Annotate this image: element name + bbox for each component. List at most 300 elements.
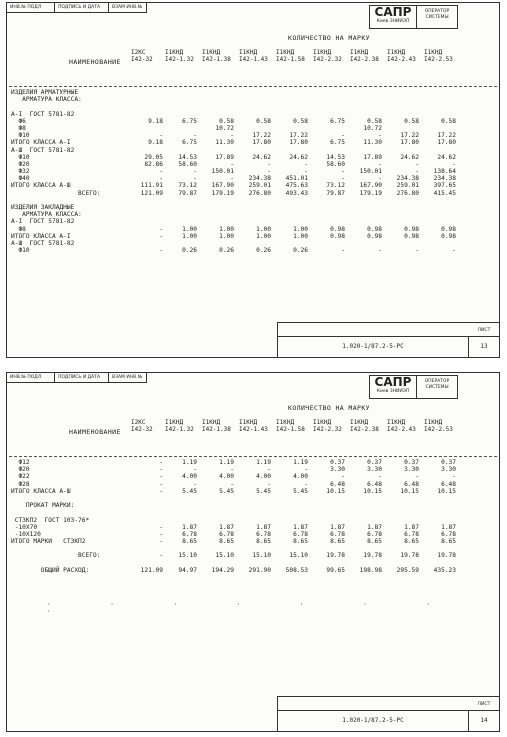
column-header: I1КНД I42-1.32 xyxy=(165,49,194,63)
cell-value: 10.15 xyxy=(400,487,419,495)
cell-value: 0.98 xyxy=(367,232,382,240)
cell-value: 1.00 xyxy=(219,225,234,233)
table-row xyxy=(9,132,497,139)
row-label: Ф32 xyxy=(11,168,30,176)
cell-value: - xyxy=(230,466,234,474)
cell-value: 0.58 xyxy=(293,117,308,125)
logo-title: САПР xyxy=(374,375,412,389)
cell-value: 5.45 xyxy=(293,487,308,495)
cell-value: 79.87 xyxy=(326,189,345,197)
table-row xyxy=(9,103,497,110)
cell-value: 167.90 xyxy=(211,182,234,190)
cell-value: 121.09 xyxy=(140,189,163,197)
table-row xyxy=(9,182,497,189)
table-row xyxy=(9,118,497,125)
cell-value: - xyxy=(378,160,382,168)
table-row xyxy=(9,154,497,161)
cell-value: 6.78 xyxy=(330,530,345,538)
cell-value: - xyxy=(159,530,163,538)
cell-value: 121.09 xyxy=(140,566,163,574)
cell-value: 17.80 xyxy=(437,139,456,147)
cell-value: - xyxy=(230,175,234,183)
cell-value: 1.00 xyxy=(219,232,234,240)
cell-value: 8.65 xyxy=(293,538,308,546)
cell-value: 0.37 xyxy=(367,459,382,466)
logo-op1: ОПЕРАТОР xyxy=(424,9,450,14)
column-header: I1КНД I42-1.58 xyxy=(276,419,305,433)
cell-value: 6.75 xyxy=(330,139,345,147)
cell-value: 8.65 xyxy=(441,538,456,546)
cell-value: - xyxy=(341,473,345,481)
cell-value: 73.12 xyxy=(178,182,197,190)
cell-value: 138.64 xyxy=(433,168,456,176)
table-row xyxy=(9,139,497,146)
cell-value: 0.98 xyxy=(404,225,419,233)
cell-value: 9.18 xyxy=(148,139,163,147)
table-row xyxy=(9,226,497,233)
qty-title: КОЛИЧЕСТВО НА МАРКУ xyxy=(288,34,370,42)
column-header: I1КНД I42-2.53 xyxy=(424,419,453,433)
cell-value: - xyxy=(159,175,163,183)
cell-value: - xyxy=(341,175,345,183)
row-label: А-I ГОСТ 5781-82 xyxy=(11,218,75,226)
cell-value: 19.78 xyxy=(363,552,382,560)
row-label: Ф20 xyxy=(11,466,30,474)
table-row xyxy=(9,218,497,225)
cell-value: 295.59 xyxy=(396,566,419,574)
cell-value: 451.01 xyxy=(285,175,308,183)
row-label: Ф22 xyxy=(11,473,30,481)
cell-value: 1.00 xyxy=(182,232,197,240)
table-row xyxy=(9,481,497,488)
cell-value: - xyxy=(452,473,456,481)
cell-value: 3.30 xyxy=(330,466,345,474)
cell-value: 17.80 xyxy=(289,139,308,147)
row-label: АРМАТУРА КЛАССА: xyxy=(11,211,82,219)
row-label: ИЗДЕЛИЯ АРМАТУРНЫЕ xyxy=(11,89,79,96)
stamp-vzam: ВЗАМ ИНВ.№ xyxy=(109,3,147,13)
row-label: Ф10 xyxy=(11,132,30,140)
cell-value: 6.78 xyxy=(219,530,234,538)
cell-value: 0.26 xyxy=(293,247,308,255)
cell-value: 1.87 xyxy=(182,523,197,531)
cell-value: 58.60 xyxy=(326,160,345,168)
cell-value: 6.78 xyxy=(182,530,197,538)
cell-value: - xyxy=(193,168,197,176)
cell-value: 17.80 xyxy=(252,139,271,147)
cell-value: - xyxy=(159,459,163,466)
cell-value: 17.80 xyxy=(400,139,419,147)
cell-value: - xyxy=(304,160,308,168)
cell-value: - xyxy=(267,480,271,488)
row-label: СТЗКП2 ГОСТ 103-76* xyxy=(11,516,90,524)
table-row xyxy=(9,96,497,103)
cell-value: 29.05 xyxy=(144,153,163,161)
row-label: ВСЕГО: xyxy=(11,552,101,560)
cell-value: - xyxy=(159,247,163,255)
column-header: I1КНД I42-1.38 xyxy=(202,49,231,63)
table-row xyxy=(9,89,497,96)
name-header: НАИМЕНОВАНИЕ xyxy=(69,58,121,66)
cell-value: 179.19 xyxy=(359,189,382,197)
cell-value: 1.87 xyxy=(293,523,308,531)
doc-code: 1.020-1/87.2-5-РС xyxy=(278,336,469,357)
cell-value: 3.30 xyxy=(367,466,382,474)
cell-value: - xyxy=(159,480,163,488)
cell-value: 1.19 xyxy=(256,459,271,466)
stamp-inv: ИНВ.№ ПОДЛ xyxy=(7,373,55,383)
cell-value: 0.26 xyxy=(219,247,234,255)
logo-op2: СИСТЕМЫ xyxy=(425,385,449,390)
cell-value: 1.87 xyxy=(441,523,456,531)
cell-value: 0.26 xyxy=(256,247,271,255)
row-label: Ф20 xyxy=(11,160,30,168)
column-header: I1КНД I42-2.32 xyxy=(313,419,342,433)
cell-value: - xyxy=(159,168,163,176)
cell-value: 15.10 xyxy=(178,552,197,560)
cell-value: 415.45 xyxy=(433,189,456,197)
sheet-label: ЛИСТ xyxy=(469,700,499,711)
cell-value: 6.75 xyxy=(330,117,345,125)
cell-value: - xyxy=(341,168,345,176)
cell-value: - xyxy=(193,175,197,183)
column-header: I1КНД I42-1.43 xyxy=(239,49,268,63)
row-label: ОБЩИЙ РАСХОД: xyxy=(11,566,90,574)
table-row xyxy=(9,240,497,247)
row-label: ПРОКАТ МАРКИ: xyxy=(11,502,75,510)
cell-value: - xyxy=(304,168,308,176)
cell-value: 6.75 xyxy=(182,117,197,125)
stamp-bar xyxy=(7,3,147,13)
cell-value: 99.65 xyxy=(326,566,345,574)
cell-value: 0.26 xyxy=(182,247,197,255)
cell-value: 1.19 xyxy=(182,459,197,466)
sheet-label: ЛИСТ xyxy=(469,326,499,337)
cell-value: 0.98 xyxy=(441,225,456,233)
cell-value: 0.98 xyxy=(367,225,382,233)
cell-value: 1.00 xyxy=(293,232,308,240)
table-row xyxy=(9,473,497,480)
column-header: I1КНД I42-2.38 xyxy=(350,49,379,63)
row-label: Ф8 xyxy=(11,225,26,233)
cell-value: 259.01 xyxy=(248,182,271,190)
cell-value: 6.78 xyxy=(441,530,456,538)
cell-value: 10.72 xyxy=(363,124,382,132)
table-header xyxy=(9,403,497,457)
cell-value: 4.00 xyxy=(293,473,308,481)
cell-value: 10.72 xyxy=(215,124,234,132)
column-header: I1КНД I42-1.32 xyxy=(165,419,194,433)
stamp-vzam: ВЗАМ ИНВ.№ xyxy=(109,373,147,383)
table-row xyxy=(9,567,497,574)
cell-value: 17.89 xyxy=(363,153,382,161)
cell-value: - xyxy=(304,466,308,474)
cell-value: 1.00 xyxy=(182,225,197,233)
cell-value: - xyxy=(452,160,456,168)
cell-value: 0.98 xyxy=(330,232,345,240)
cell-value: 9.18 xyxy=(148,117,163,125)
cell-value: 111.91 xyxy=(140,182,163,190)
table-row xyxy=(9,168,497,175)
cell-value: 1.19 xyxy=(219,459,234,466)
cell-value: 1.19 xyxy=(293,459,308,466)
cell-value: - xyxy=(267,160,271,168)
cell-value: 10.15 xyxy=(437,487,456,495)
cell-value: 6.48 xyxy=(330,480,345,488)
row-label: Ф40 xyxy=(11,175,30,183)
row-label: ИТОГО КЛАССА А-Ш xyxy=(11,487,71,495)
logo-op1: ОПЕРАТОР xyxy=(424,379,450,384)
cell-value: - xyxy=(415,247,419,255)
logo-sub: Киев ЗНИИЭП xyxy=(376,389,410,394)
cell-value: - xyxy=(378,247,382,255)
cell-value: 8.65 xyxy=(219,538,234,546)
cell-value: 234.38 xyxy=(396,175,419,183)
cell-value: 0.58 xyxy=(441,117,456,125)
table-row xyxy=(9,488,497,495)
cell-value: 1.87 xyxy=(367,523,382,531)
cell-value: 179.19 xyxy=(211,189,234,197)
table-row xyxy=(9,111,497,118)
row-label: А-I ГОСТ 5781-82 xyxy=(11,110,75,118)
sheet-13 xyxy=(6,2,500,358)
cell-value: - xyxy=(378,473,382,481)
sapr-logo xyxy=(369,5,458,29)
column-header: I1КНД I42-2.38 xyxy=(350,419,379,433)
cell-value: 291.90 xyxy=(248,566,271,574)
column-header: I1КНД I42-1.43 xyxy=(239,419,268,433)
row-label: ИТОГО МАРКИ СТЗКП2 xyxy=(11,538,86,546)
cell-value: 4.00 xyxy=(219,473,234,481)
title-block xyxy=(277,322,499,357)
cell-value: 10.15 xyxy=(363,487,382,495)
cell-value: - xyxy=(230,480,234,488)
cell-value: 15.10 xyxy=(215,552,234,560)
row-label: ИТОГО КЛАССА А-I xyxy=(11,139,71,147)
cell-value: 6.78 xyxy=(367,530,382,538)
column-header: I1КНД I42-2.32 xyxy=(313,49,342,63)
stamp-bar xyxy=(7,373,147,383)
cell-value: 198.98 xyxy=(359,566,382,574)
cell-value: - xyxy=(415,473,419,481)
cell-value: 6.48 xyxy=(367,480,382,488)
cell-value: 8.65 xyxy=(256,538,271,546)
table-row xyxy=(9,204,497,211)
cell-value: 1.87 xyxy=(256,523,271,531)
cell-value: - xyxy=(378,175,382,183)
cell-value: 4.00 xyxy=(256,473,271,481)
cell-value: - xyxy=(159,132,163,140)
cell-value: 10.15 xyxy=(326,487,345,495)
row-label: АРМАТУРА КЛАССА: xyxy=(11,96,82,104)
qty-title: КОЛИЧЕСТВО НА МАРКУ xyxy=(288,404,370,412)
table-row xyxy=(9,211,497,218)
cell-value: 1.00 xyxy=(256,232,271,240)
cell-value: 167.90 xyxy=(359,182,382,190)
cell-value: - xyxy=(378,132,382,140)
stamp-inv: ИНВ.№ ПОДЛ xyxy=(7,3,55,13)
table-row xyxy=(9,509,497,516)
cell-value: - xyxy=(230,160,234,168)
table-row xyxy=(9,147,497,154)
table-row xyxy=(9,545,497,552)
cell-value: - xyxy=(415,168,419,176)
table-body xyxy=(9,459,497,574)
stamp-sign: ПОДПИСЬ И ДАТА xyxy=(55,373,109,383)
cell-value: - xyxy=(193,480,197,488)
doc-code: 1.020-1/87.2-5-РС xyxy=(278,710,469,731)
column-header: I1КНД I42-1.38 xyxy=(202,419,231,433)
cell-value: - xyxy=(193,132,197,140)
cell-value: 1.87 xyxy=(404,523,419,531)
row-label: Ф10 xyxy=(11,153,30,161)
logo-sub: Киев ЗНИИЭП xyxy=(376,19,410,24)
cell-value: 24.62 xyxy=(437,153,456,161)
column-header: I1КНД I42-2.43 xyxy=(387,419,416,433)
column-header: I1КНД I42-1.58 xyxy=(276,49,305,63)
name-header: НАИМЕНОВАНИЕ xyxy=(69,428,121,436)
cell-value: 1.87 xyxy=(330,523,345,531)
cell-value: - xyxy=(230,132,234,140)
row-label: Ф28 xyxy=(11,480,30,488)
cell-value: 24.62 xyxy=(400,153,419,161)
cell-value: 234.38 xyxy=(433,175,456,183)
cell-value: - xyxy=(267,168,271,176)
cell-value: 8.65 xyxy=(330,538,345,546)
table-row xyxy=(9,552,497,559)
cell-value: 0.58 xyxy=(404,117,419,125)
sheet-number: 14 xyxy=(480,717,488,724)
cell-value: 17.22 xyxy=(400,132,419,140)
cell-value: 17.22 xyxy=(289,132,308,140)
table-row xyxy=(9,190,497,197)
cell-value: - xyxy=(159,487,163,495)
cell-value: 3.30 xyxy=(404,466,419,474)
cell-value: 508.53 xyxy=(285,566,308,574)
cell-value: 0.98 xyxy=(404,232,419,240)
cell-value: 8.65 xyxy=(182,538,197,546)
logo-op2: СИСТЕМЫ xyxy=(425,15,449,20)
row-label: Ф6 xyxy=(11,117,26,125)
cell-value: 58.60 xyxy=(178,160,197,168)
table-row xyxy=(9,524,497,531)
cell-value: - xyxy=(159,552,163,560)
cell-value: 0.58 xyxy=(219,117,234,125)
cell-value: - xyxy=(159,538,163,546)
row-label: -10Х120 xyxy=(11,530,41,538)
ink-dots: · · · · · · · · xyxy=(47,601,458,615)
table-row xyxy=(9,459,497,466)
cell-value: 1.00 xyxy=(293,225,308,233)
cell-value: 8.65 xyxy=(404,538,419,546)
row-label: Ф10 xyxy=(11,247,30,255)
cell-value: 17.89 xyxy=(215,153,234,161)
cell-value: 17.22 xyxy=(252,132,271,140)
table-row xyxy=(9,175,497,182)
cell-value: 276.80 xyxy=(396,189,419,197)
cell-value: 15.10 xyxy=(289,552,308,560)
title-block xyxy=(277,696,499,731)
cell-value: 276.80 xyxy=(248,189,271,197)
row-label: ВСЕГО: xyxy=(11,189,101,197)
row-label: -10Х70 xyxy=(11,523,38,531)
cell-value: 1.87 xyxy=(219,523,234,531)
table-row xyxy=(9,233,497,240)
cell-value: 493.43 xyxy=(285,189,308,197)
cell-value: 24.62 xyxy=(252,153,271,161)
cell-value: 194.29 xyxy=(211,566,234,574)
cell-value: - xyxy=(159,473,163,481)
cell-value: 3.30 xyxy=(441,466,456,474)
cell-value: 24.62 xyxy=(289,153,308,161)
cell-value: 14.53 xyxy=(326,153,345,161)
cell-value: - xyxy=(304,480,308,488)
column-header: I1КНД I42-2.43 xyxy=(387,49,416,63)
cell-value: 0.58 xyxy=(256,117,271,125)
sapr-logo xyxy=(369,375,458,399)
cell-value: 5.45 xyxy=(219,487,234,495)
cell-value: 94.97 xyxy=(178,566,197,574)
cell-value: - xyxy=(159,466,163,474)
stamp-sign: ПОДПИСЬ И ДАТА xyxy=(55,3,109,13)
cell-value: 150.01 xyxy=(211,168,234,176)
cell-value: 15.10 xyxy=(252,552,271,560)
table-row xyxy=(9,466,497,473)
cell-value: 5.45 xyxy=(182,487,197,495)
cell-value: 1.00 xyxy=(256,225,271,233)
row-label: ИЗДЕЛИЯ ЗАКЛАДНЫЕ xyxy=(11,204,75,211)
cell-value: 19.78 xyxy=(326,552,345,560)
cell-value: 4.00 xyxy=(182,473,197,481)
cell-value: 5.45 xyxy=(256,487,271,495)
row-label: А-Ш ГОСТ 5781-82 xyxy=(11,146,75,154)
cell-value: 0.98 xyxy=(330,225,345,233)
cell-value: 11.30 xyxy=(363,139,382,147)
cell-value: - xyxy=(159,225,163,233)
cell-value: 0.98 xyxy=(441,232,456,240)
sheet-number: 13 xyxy=(480,343,488,350)
table-row xyxy=(9,560,497,567)
table-row xyxy=(9,517,497,524)
sheet-14 xyxy=(6,372,500,732)
cell-value: 82.86 xyxy=(144,160,163,168)
cell-value: 11.30 xyxy=(215,139,234,147)
table-row xyxy=(9,197,497,204)
cell-value: 19.78 xyxy=(400,552,419,560)
row-label: Ф8 xyxy=(11,124,26,132)
cell-value: - xyxy=(341,247,345,255)
table-row xyxy=(9,495,497,502)
table-row xyxy=(9,502,497,509)
cell-value: 0.37 xyxy=(441,459,456,466)
table-row xyxy=(9,161,497,168)
logo-title: САПР xyxy=(374,5,412,19)
cell-value: - xyxy=(415,160,419,168)
cell-value: 17.22 xyxy=(437,132,456,140)
cell-value: 6.78 xyxy=(404,530,419,538)
cell-value: 0.37 xyxy=(404,459,419,466)
column-header: I1КНД I42-2.53 xyxy=(424,49,453,63)
table-row xyxy=(9,247,497,254)
cell-value: - xyxy=(452,247,456,255)
table-row xyxy=(9,125,497,132)
cell-value: - xyxy=(341,132,345,140)
column-header: I2КС I42-32 xyxy=(131,49,153,63)
cell-value: 259.01 xyxy=(396,182,419,190)
row-label: ИТОГО КЛАССА А-Ш xyxy=(11,182,71,190)
table-row xyxy=(9,531,497,538)
cell-value: 6.78 xyxy=(293,530,308,538)
